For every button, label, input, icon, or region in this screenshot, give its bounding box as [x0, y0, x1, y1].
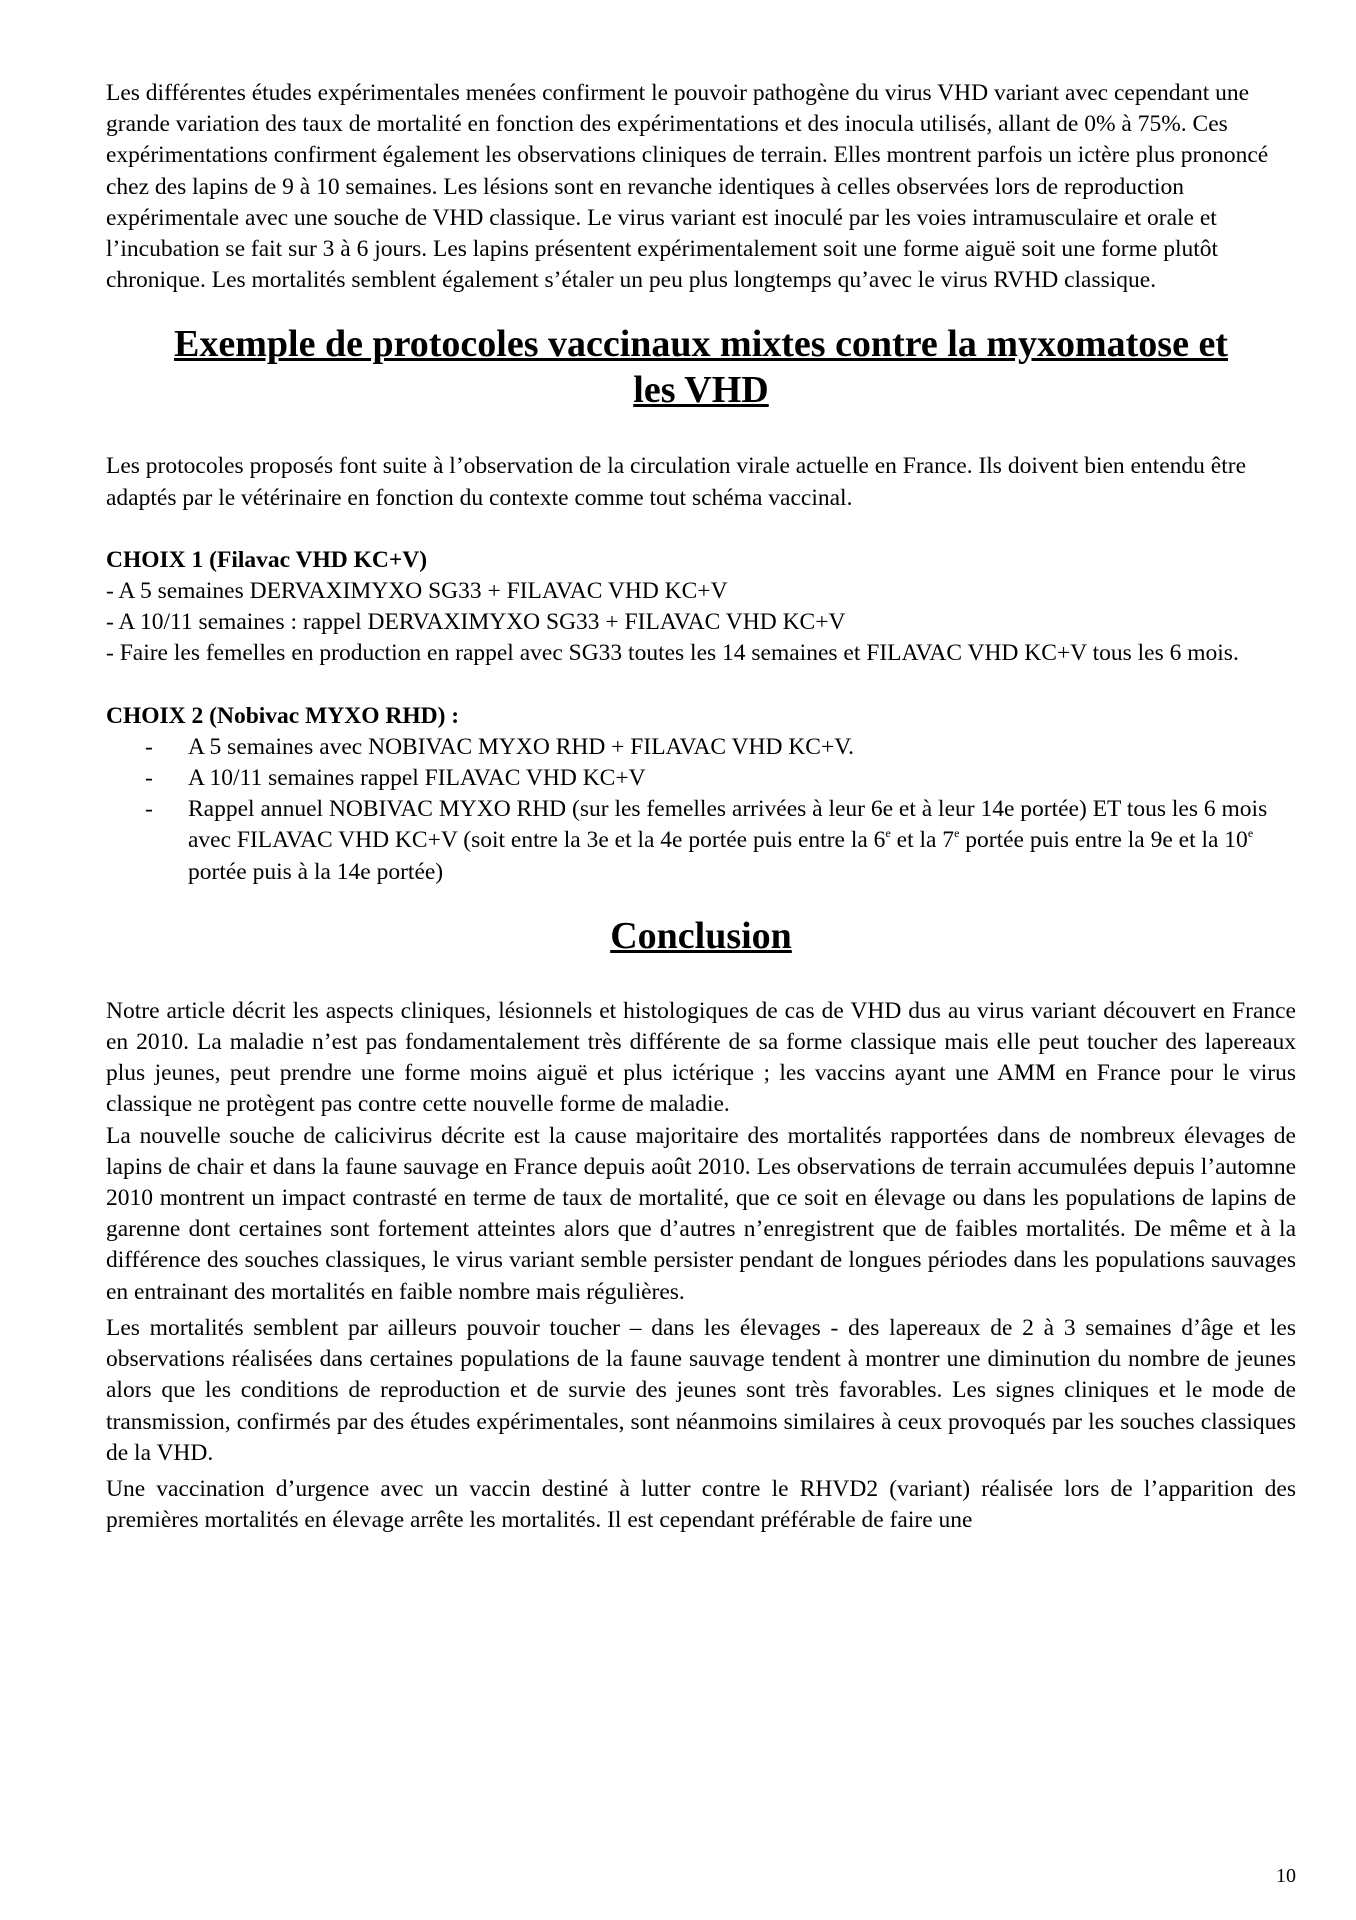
choix2-block	[106, 701, 1296, 888]
vaccination-heading-line2: les VHD	[633, 369, 769, 412]
superscript-e: e	[1247, 826, 1254, 841]
choix2-item3-text: portée puis entre la 9e et la 10	[959, 827, 1248, 854]
conclusion-paragraph-2: La nouvelle souche de calicivirus décrite est la cause majoritaire des mortalités rapportées dans de nombreux élevages de lapins de chair et dans la faune sauvage en France depuis août 2010. Les observations de terrain accumulées depuis l’automne 2010 montrent un impact contrasté en terme de taux de mortalité, que ce soit en élevage ou dans les populations de lapins de garenne dont certaines sont fortement atteintes alors que d’autres n’enregistrent que de faibles mortalités. De même et à la différence des souches classiques, le virus variant semble persister pendant de longues périodes dans les populations sauvages en entrainant des mortalités en faible nombre mais régulières.	[106, 1122, 1296, 1305]
choix2-item: - A 5 semaines avec NOBIVAC MYXO RHD + FILAVAC VHD KC+V.	[106, 732, 1296, 763]
choix2-item: - A 10/11 semaines rappel FILAVAC VHD KC+V	[106, 763, 1296, 794]
choix1-line: - A 10/11 semaines : rappel DERVAXIMYXO SG33 + FILAVAC VHD KC+V	[106, 609, 846, 636]
choix2-list	[106, 732, 1296, 888]
choix1-title: CHOIX 1 (Filavac VHD KC+V)	[106, 546, 428, 573]
choix1-line: - Faire les femelles en production en rappel avec SG33 toutes les 14 semaines et FILAVAC VHD KC+V tous les 6 mois.	[106, 640, 1239, 667]
choix2-item	[106, 794, 1296, 888]
conclusion-paragraph-4: Une vaccination d’urgence avec un vaccin destiné à lutter contre le RHVD2 (variant) réalisée lors de l’apparition des premières mortalités en élevage arrête les mortalités. Il est cependant préférable de faire une	[106, 1475, 1296, 1534]
choix2-title: CHOIX 2 (Nobivac MYXO RHD) :	[106, 702, 460, 729]
conclusion-paragraph-3: Les mortalités semblent par ailleurs pouvoir toucher – dans les élevages - des lapereaux de 2 à 3 semaines d’âge et les observations réalisées dans certaines populations de la faune sauvage tendent à montrer une diminution du nombre de jeunes alors que les conditions de reproduction et de survie des jeunes sont très favorables. Les signes cliniques et le mode de transmission, confirmés par des études expérimentales, sont néanmoins similaires à ceux provoqués par les souches classiques de la VHD.	[106, 1314, 1296, 1466]
conclusion-heading: Conclusion	[610, 914, 792, 957]
choix1-line: - A 5 semaines DERVAXIMYXO SG33 + FILAVAC VHD KC+V	[106, 578, 728, 605]
superscript-e: e	[885, 826, 891, 841]
conclusion-paragraph-1: Notre article décrit les aspects cliniques, lésionnels et histologiques de cas de VHD dus au virus variant découvert en France en 2010. La maladie n’est pas fondamentalement très différente de sa forme classique mais elle peut toucher des lapereaux plus jeunes, peut prendre une forme moins aiguë et plus ictérique ; les vaccins ayant une AMM en France pour le virus classique ne protègent pas contre cette nouvelle forme de maladie.	[106, 997, 1296, 1118]
choix1-block	[106, 545, 1296, 670]
protocols-intro-paragraph: Les protocoles proposés font suite à l’observation de la circulation virale actuelle en France. Ils doivent bien entendu être adaptés par le vétérinaire en fonction du contexte comme tout schéma vaccinal.	[106, 453, 1247, 511]
document-page	[106, 78, 1296, 1536]
vaccination-protocols-heading	[106, 321, 1296, 413]
page-number: 10	[1276, 1865, 1296, 1887]
intro-paragraph: Les différentes études expérimentales menées confirment le pouvoir pathogène du virus VHD variant avec cependant une grande variation des taux de mortalité en fonction des expérimentations et des inocula utilisés, allant de 0% à 75%. Ces expérimentations confirment également les observations cliniques de terrain. Elles montrent parfois un ictère plus prononcé chez des lapins de 9 à 10 semaines. Les lésions sont en revanche identiques à celles observées lors de reproduction expérimentale avec une souche de VHD classique. Le virus variant est inoculé par les voies intramusculaire et orale et l’incubation se fait sur 3 à 6 jours. Les lapins présentent expérimentalement soit une forme aiguë soit une forme plutôt chronique. Les mortalités semblent également s’étaler un peu plus longtemps qu’avec le virus RVHD classique.	[106, 80, 1269, 294]
choix2-item3-text: Rappel annuel NOBIVAC MYXO RHD (sur les femelles arrivées à leur 6e et à leur 14e portée) ET tous les 6 mois avec FILAVAC VHD KC+V (soit entre la 3e et la 4e portée puis entre la 6	[188, 796, 1268, 854]
choix2-item3-text: portée puis à la 14e portée)	[188, 858, 444, 885]
vaccination-heading-line1: Exemple de protocoles vaccinaux mixtes contre la myxomatose et	[174, 323, 1228, 366]
superscript-e: e	[954, 826, 960, 841]
choix2-item3-text: et la 7	[890, 827, 955, 854]
